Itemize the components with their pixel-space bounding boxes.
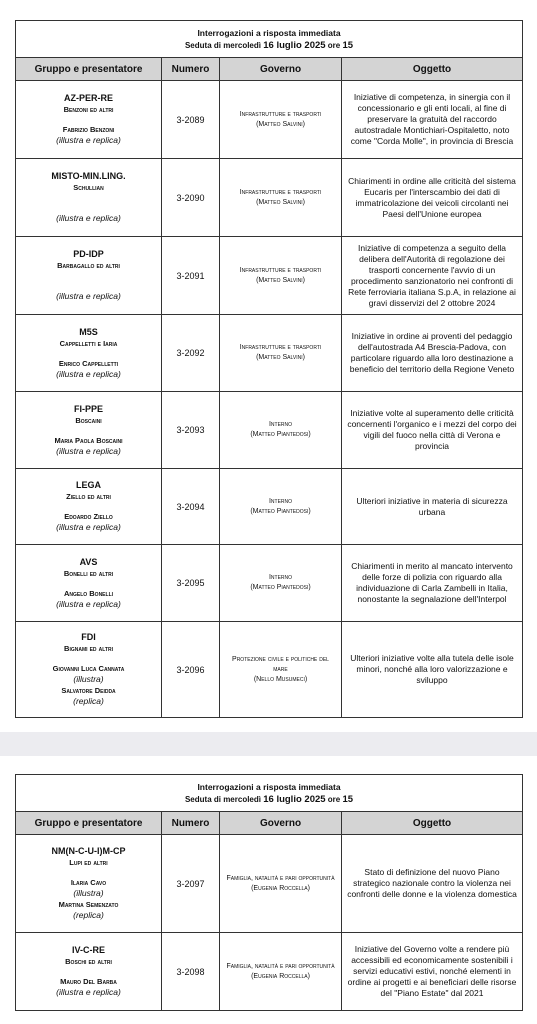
number-cell: 3-2089 [162,81,220,159]
subject-cell: Iniziative del Governo volte a rendere più accessibili ed economicamente sostenibili i servizi educativi estivi, nonché elementi in ordine ai progetti e ai beneficiari delle risorse del "Piano Estate" dal 2021 [342,933,523,1011]
session-time-label: ore [327,794,341,804]
group-name: MISTO-MIN.LING. [51,171,126,181]
group-name: FI-PPE [73,403,103,414]
ministry-name: Famiglia, natalità e pari opportunità [226,962,335,970]
group-name: AVS [79,556,98,567]
header-number: Numero [162,58,220,81]
table-row [16,237,523,315]
group-name: AZ-PER-RE [64,93,113,103]
government-cell [220,545,342,622]
minister-name: (Eugenia Roccella) [251,972,310,980]
minister-name: (Matteo Salvini) [256,198,305,206]
group-signers: Ziello ed altri [66,492,111,501]
subject-cell: Ulteriori iniziative volte alla tutela delle isole minori, nonché alla loro valorizzazione e sviluppo [342,622,523,718]
group-name: PD-IDP [73,249,104,259]
number-cell: 3-2092 [162,315,220,392]
second-presenter-role: (replica) [73,910,104,920]
presenter-name: Edoardo Ziello [64,512,113,521]
presenter-role: (illustra) [73,674,104,684]
group-name: IV-C-RE [71,945,105,955]
government-cell [220,469,342,545]
header-subject: Oggetto [342,58,523,81]
presenter-role: (illustra e replica) [56,987,121,997]
session-prefix: Seduta di mercoledì [184,794,261,804]
ministry-name: Infrastrutture e trasporti [239,110,322,118]
government-cell [220,237,342,315]
second-presenter-role: (replica) [73,696,104,706]
table-row [16,159,523,237]
subject-cell: Ulteriori iniziative in materia di sicurezza urbana [342,469,523,545]
presenter-name: Fabrizio Benzoni [62,125,115,134]
header-group: Gruppo e presentatore [16,812,162,835]
group-signers: Boschi ed altri [65,957,112,966]
government-cell [220,835,342,933]
group-signers: Lupi ed altri [69,858,108,867]
subject-cell: Stato di definizione del nuovo Piano strategico nazionale contro la violenza nei confronti delle donne e la violenza domestica [342,835,523,933]
presenter-name: Enrico Cappelletti [58,358,119,368]
group-cell [16,933,162,1011]
header-group: Gruppo e presentatore [16,58,162,81]
group-cell [16,835,162,933]
header-subject: Oggetto [342,812,523,835]
number-cell: 3-2097 [162,835,220,933]
government-cell [220,392,342,469]
table-row [16,392,523,469]
table-row [16,933,523,1011]
ministry-name: Interno [268,574,293,581]
presenter-name: Giovanni Luca Cannata [52,664,125,673]
presenter-role: (illustra e replica) [56,598,121,609]
government-cell [220,315,342,392]
group-name: LEGA [75,480,101,490]
session-prefix: Seduta di mercoledì [184,40,261,50]
number-cell: 3-2094 [162,469,220,545]
group-cell [16,159,162,237]
presenter-name: Ilaria Cavo [70,878,107,887]
group-name: M5S [79,326,98,337]
session-time-label: ore [327,40,341,50]
group-cell [16,622,162,718]
number-cell: 3-2090 [162,159,220,237]
group-cell [16,81,162,159]
header-number: Numero [162,812,220,835]
ministry-name: Famiglia, natalità e pari opportunità [226,874,335,882]
number-cell: 3-2096 [162,622,220,718]
minister-name: (Matteo Salvini) [256,276,305,284]
subject-cell: Iniziative in ordine ai proventi del pedaggio dell'autostrada A4 Brescia-Padova, con particolare riguardo alla loro destinazione a beneficio del territorio della Regione Veneto [342,315,523,392]
session-hour: 15 [342,39,354,51]
minister-name: (Eugenia Roccella) [251,884,310,892]
ministry-name: Interno [268,421,293,428]
number-cell: 3-2095 [162,545,220,622]
second-presenter-name: Salvatore Deidda [61,686,116,695]
minister-name: (Nello Musumeci) [253,675,308,683]
government-cell [220,81,342,159]
number-cell: 3-2098 [162,933,220,1011]
presenter-role: (illustra e replica) [56,445,121,456]
document-page-2 [0,756,537,1024]
presenter-name: Mauro Del Barba [60,977,117,986]
subject-cell: Iniziative volte al superamento delle criticità concernenti l'organico e i mezzi del corpo dei vigili del fuoco nella città di Verona e provincia [342,392,523,469]
session-title: Interrogazioni a risposta immediata [197,27,341,38]
table-header-row [16,58,523,81]
presenter-name: Maria Paola Boscaini [54,435,123,445]
header-government: Governo [220,812,342,835]
group-name: FDI [81,632,96,642]
group-signers: Barbagallo ed altri [57,261,120,270]
minister-name: (Matteo Salvini) [256,354,305,361]
interrogations-table [15,20,523,718]
minister-name: (Matteo Piantedosi) [250,584,311,591]
session-hour: 15 [342,793,354,805]
table-row [16,469,523,545]
group-name: NM(N-C-U-I)M-CP [51,846,126,856]
presenter-name: Angelo Bonelli [63,588,114,598]
presenter-role: (illustra e replica) [56,368,121,379]
group-cell [16,392,162,469]
government-cell [220,933,342,1011]
presenter-role: (illustra e replica) [56,522,121,532]
ministry-name: Protezione civile e politiche del mare [232,655,329,673]
group-signers: Bonelli ed altri [63,568,114,578]
table-row [16,622,523,718]
group-cell [16,315,162,392]
subject-cell: Iniziative di competenza a seguito della delibera dell'Autorità di regolazione dei trasporti concernente l'avvio di un procedimento sanzionatorio nei confronti di Rete ferroviaria italiana S.p.A, in relazione ai gravi disservizi del 2 ottobre 2024 [342,237,523,315]
presenter-role: (illustra e replica) [56,291,121,301]
ministry-name: Interno [268,497,293,505]
group-signers: Cappelletti e Iaria [59,338,118,348]
session-date: 16 luglio 2025 [263,793,326,805]
group-signers: Bignami ed altri [64,644,113,653]
minister-name: (Matteo Piantedosi) [250,507,311,515]
government-cell [220,622,342,718]
header-government: Governo [220,58,342,81]
table-row [16,835,523,933]
group-signers: Boscaini [75,415,102,425]
ministry-name: Infrastrutture e trasporti [239,188,322,196]
subject-cell: Chiarimenti in merito al mancato intervento delle forze di polizia con riguardo alla individuazione di Carla Zambelli in Italia, nonostante la segnalazione dell'Interpol [342,545,523,622]
group-signers: Schullian [73,183,104,192]
second-presenter-name: Martina Semenzato [58,900,119,909]
group-signers: Benzoni ed altri [63,105,114,114]
government-cell [220,159,342,237]
group-cell [16,469,162,545]
interrogations-table [15,774,523,1011]
group-cell [16,237,162,315]
minister-name: (Matteo Piantedosi) [250,431,311,438]
table-title-row [16,21,523,58]
ministry-name: Infrastrutture e trasporti [239,266,322,274]
presenter-role: (illustra e replica) [56,213,121,223]
subject-cell: Iniziative di competenza, in sinergia con il concessionario e gli enti locali, al fine di preservare la gratuità del raccordo autostradale Montichiari-Ospitaletto, noto come "Corda Molle", in provincia di Brescia [342,81,523,159]
session-title: Interrogazioni a risposta immediata [197,781,341,792]
subject-cell: Chiarimenti in ordine alle criticità del sistema Eucaris per l'interscambio dei dati di immatricolazione dei veicoli circolanti nei Paesi dell'Unione europea [342,159,523,237]
session-date: 16 luglio 2025 [263,39,326,51]
number-cell: 3-2093 [162,392,220,469]
presenter-role: (illustra) [73,888,104,898]
table-row [16,315,523,392]
page-separator [0,732,537,756]
ministry-name: Infrastrutture e trasporti [239,344,322,351]
number-cell: 3-2091 [162,237,220,315]
minister-name: (Matteo Salvini) [256,120,305,128]
table-header-row [16,812,523,835]
group-cell [16,545,162,622]
table-title-row [16,775,523,812]
table-row [16,545,523,622]
table-row [16,81,523,159]
presenter-role: (illustra e replica) [56,135,121,145]
